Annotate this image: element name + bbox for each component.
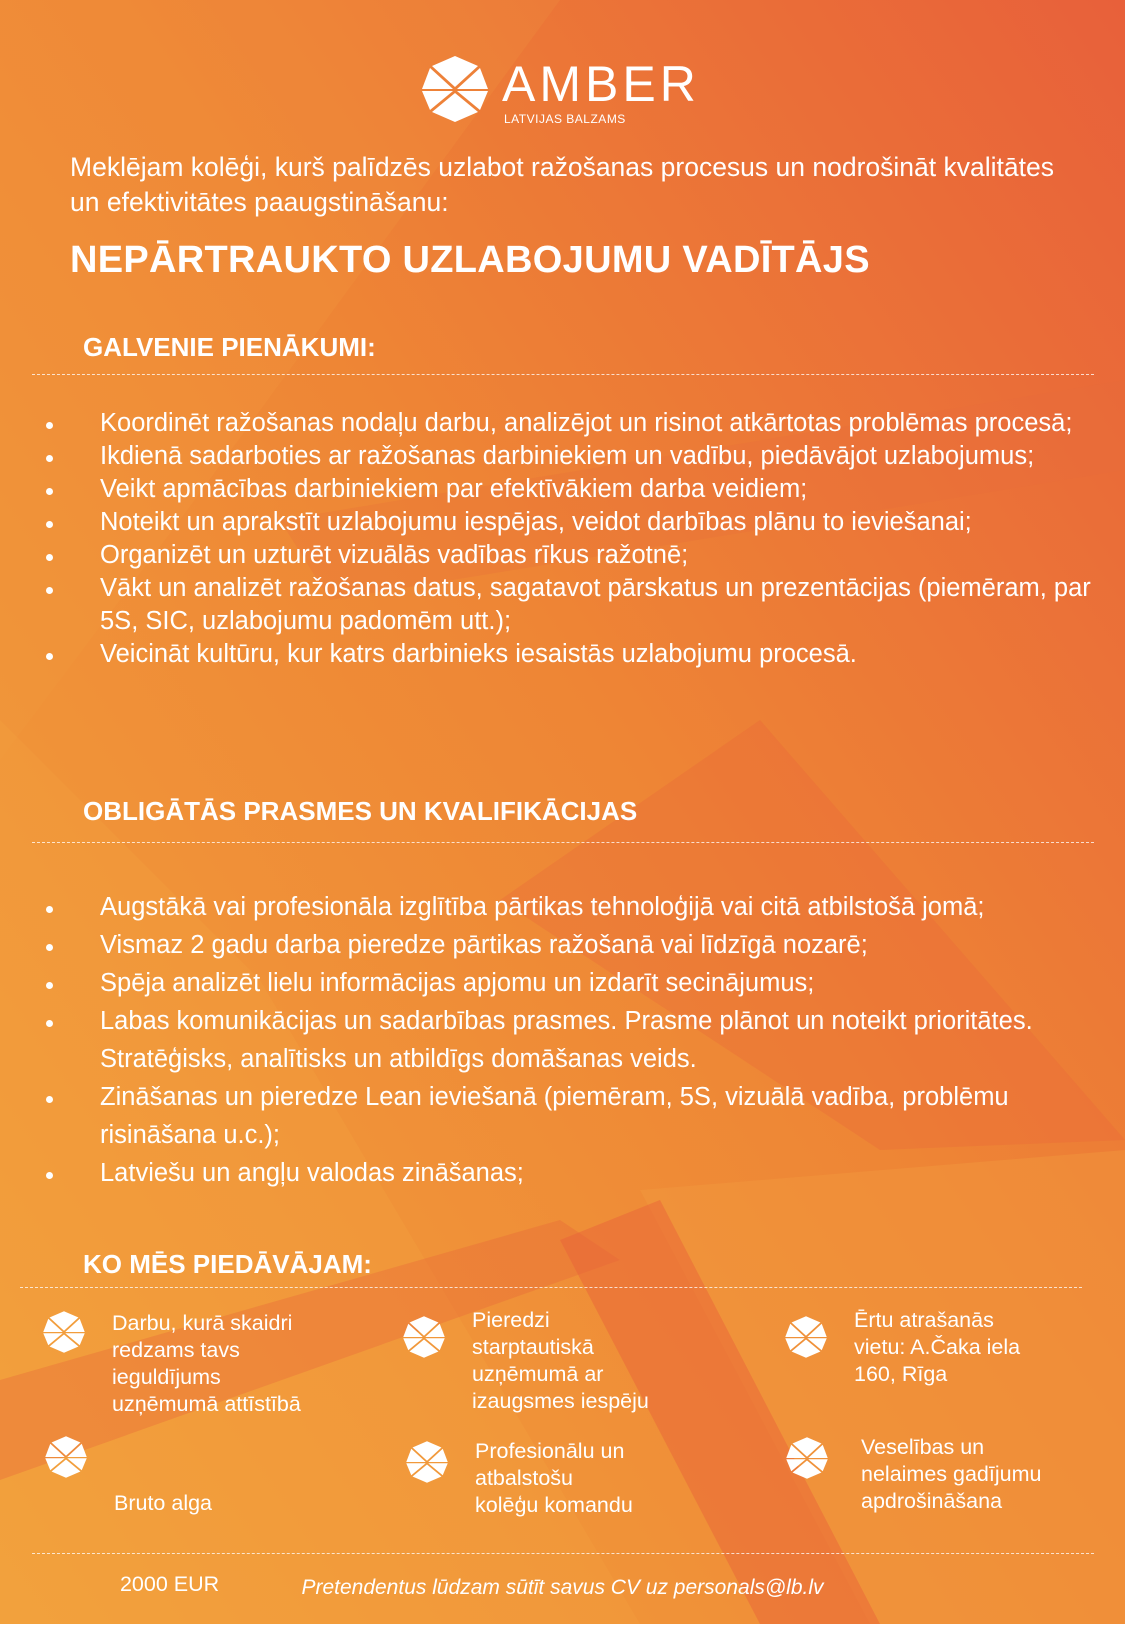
offer-text-line: apdrošināšana xyxy=(861,1489,1003,1513)
list-item: Noteikt un aprakstīt uzlabojumu iespējas, veidot darbības plānu to ieviešanai; xyxy=(44,506,1104,539)
qualifications-divider xyxy=(32,842,1094,843)
amber-diamond-icon xyxy=(785,1436,829,1480)
offer-text-line: Darbu, kurā skaidri xyxy=(112,1311,293,1335)
amber-logo xyxy=(420,54,720,128)
amber-diamond-logo-icon xyxy=(420,54,490,124)
list-item: Labas komunikācijas un sadarbības prasmes. Prasme plānot un noteikt prioritātes. Stratēģisks, analītisks un atbildīgs domāšanas veids. xyxy=(44,1002,1104,1078)
offer-text-line: uzņēmumā attīstībā xyxy=(112,1392,301,1416)
list-item: Zināšanas un pieredze Lean ieviešanā (piemēram, 5S, vizuālā vadība, problēmu risināšana u.c.); xyxy=(44,1078,1104,1154)
list-item: Organizēt un uzturēt vizuālās vadības rīkus ražotnē; xyxy=(44,539,1104,572)
offer-text-line: Veselības un xyxy=(861,1435,985,1459)
offer-text-line: kolēģu komandu xyxy=(475,1493,633,1517)
footer-contact: Pretendentus lūdzam sūtīt savus CV uz personals@lb.lv xyxy=(301,1576,824,1599)
offer-text-line: starptautiskā xyxy=(472,1335,594,1359)
offer-text-line: Profesionālu un xyxy=(475,1439,625,1463)
amber-diamond-icon xyxy=(405,1440,449,1484)
qualifications-title: OBLIGĀTĀS PRASMES UN KVALIFIKĀCIJAS xyxy=(83,796,638,826)
duties-divider xyxy=(32,374,1094,375)
offer-text-line: atbalstošu xyxy=(475,1466,574,1490)
offer-text-line: redzams tavs xyxy=(112,1338,240,1362)
offer-title: KO MĒS PIEDĀVĀJAM: xyxy=(83,1249,372,1279)
offer-divider xyxy=(20,1287,1082,1288)
offer-text-line: vietu: A.Čaka iela xyxy=(854,1335,1021,1359)
duties-title: GALVENIE PIENĀKUMI: xyxy=(83,332,376,362)
offer-text-line: Bruto alga xyxy=(114,1491,213,1515)
amber-diamond-icon xyxy=(784,1315,828,1359)
list-item: Augstākā vai profesionāla izglītība pārtikas tehnoloģijā vai citā atbilstošā jomā; xyxy=(44,888,1104,926)
offer-text-line: Ērtu atrašanās xyxy=(854,1308,994,1332)
footer-divider xyxy=(32,1553,1094,1554)
duties-list xyxy=(44,407,1104,671)
list-item: Ikdienā sadarboties ar ražošanas darbiniekiem un vadību, piedāvājot uzlabojumus; xyxy=(44,440,1104,473)
list-item: Vismaz 2 gadu darba pieredze pārtikas ražošanā vai līdzīgā nozarē; xyxy=(44,926,1104,964)
job-title: NEPĀRTRAUKTO UZLABOJUMU VADĪTĀJS xyxy=(70,239,870,281)
brand-tagline: LATVIJAS BALZAMS xyxy=(504,112,626,126)
offer-text-line: 160, Rīga xyxy=(854,1362,948,1386)
offer-text-line: izaugsmes iespēju xyxy=(472,1389,649,1413)
intro-text: Meklējam kolēģi, kurš palīdzēs uzlabot ražošanas procesus un nodrošināt kvalitātes un efektivitātes paaugstināšanu: xyxy=(70,152,1054,217)
list-item: Koordinēt ražošanas nodaļu darbu, analizējot un risinot atkārtotas problēmas procesā; xyxy=(44,407,1104,440)
list-item: Latviešu un angļu valodas zināšanas; xyxy=(44,1154,1104,1192)
offer-text-line: 2000 EUR xyxy=(114,1572,220,1596)
offer-text-line: uzņēmumā ar xyxy=(472,1362,604,1386)
list-item: Veikt apmācības darbiniekiem par efektīvākiem darba veidiem; xyxy=(44,473,1104,506)
qualifications-list xyxy=(44,888,1104,1192)
offer-text-line: Pieredzi xyxy=(472,1308,550,1332)
amber-diamond-icon xyxy=(402,1315,446,1359)
offer-text-line: ieguldījums xyxy=(112,1365,221,1389)
amber-diamond-icon xyxy=(42,1310,86,1354)
amber-diamond-icon xyxy=(44,1435,88,1479)
brand-name: AMBER xyxy=(502,56,700,112)
list-item: Spēja analizēt lielu informācijas apjomu un izdarīt secinājumus; xyxy=(44,964,1104,1002)
list-item: Vākt un analizēt ražošanas datus, sagatavot pārskatus un prezentācijas (piemēram, par 5S, SIC, uzlabojumu padomēm utt.); xyxy=(44,572,1104,638)
list-item: Veicināt kultūru, kur katrs darbinieks iesaistās uzlabojumu procesā. xyxy=(44,638,1104,671)
offer-text-line: nelaimes gadījumu xyxy=(861,1462,1042,1486)
